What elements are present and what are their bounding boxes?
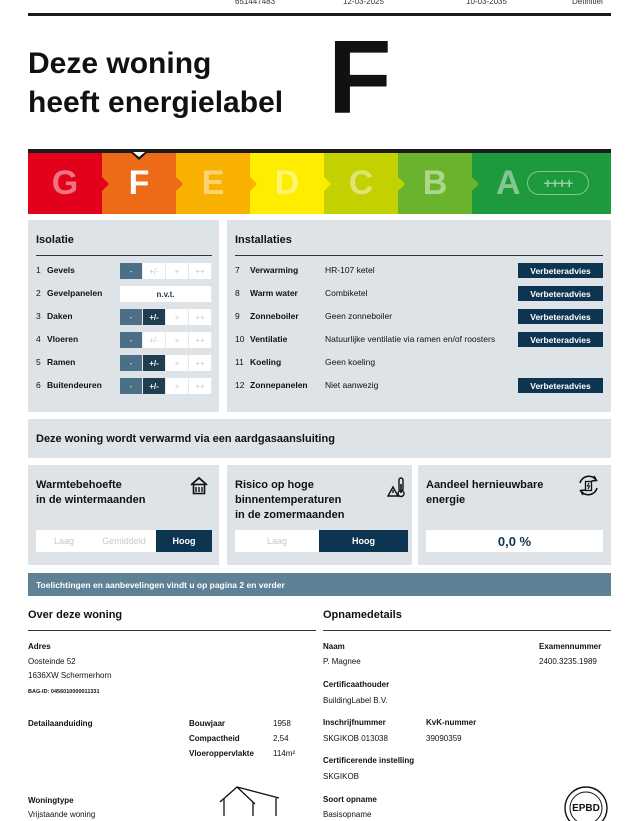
installaties-row-4 bbox=[235, 334, 495, 344]
bouwjaar-label: Bouwjaar bbox=[189, 719, 226, 728]
adres-line1: Oosteinde 52 bbox=[28, 657, 76, 666]
isolatie-row-label: Ramen bbox=[47, 357, 76, 367]
isolatie-row-4 bbox=[36, 334, 78, 344]
vloeroppervlakte-label: Vloeroppervlakte bbox=[189, 749, 254, 758]
opname-title: Opnamedetails bbox=[323, 609, 402, 621]
vloeroppervlakte-value: 114m² bbox=[273, 749, 296, 758]
adres-line2: 1636XW Schermerhorn bbox=[28, 671, 112, 680]
naam-value: P. Magnee bbox=[323, 657, 361, 666]
warmte-option-laag: Laag bbox=[36, 530, 92, 552]
gauge-cell: - bbox=[120, 355, 143, 371]
risico-option-hoog: Hoog bbox=[319, 530, 408, 552]
soort-opname-value: Basisopname bbox=[323, 810, 372, 819]
scale-letter-e: E bbox=[201, 164, 225, 202]
kvk-value: 39090359 bbox=[426, 734, 462, 743]
house-heating-icon bbox=[189, 476, 209, 501]
compactheid-value: 2,54 bbox=[273, 734, 289, 743]
isolatie-row-label: Gevels bbox=[47, 265, 75, 275]
risico-title bbox=[235, 478, 344, 523]
isolatie-divider bbox=[36, 255, 212, 256]
installaties-row-number: 10 bbox=[235, 334, 245, 344]
warmtebehoefte-line2: in de wintermaanden bbox=[36, 494, 146, 506]
installaties-row-number: 8 bbox=[235, 288, 240, 298]
verbeteradvies-button[interactable]: Verbeteradvies bbox=[518, 286, 603, 301]
isolatie-row-label: Daken bbox=[47, 311, 73, 321]
detached-house-icon bbox=[219, 786, 281, 821]
verbeteradvies-button[interactable]: Verbeteradvies bbox=[518, 263, 603, 278]
isolatie-gauge-2 bbox=[120, 286, 212, 302]
certificerende-instelling-label: Certificerende instelling bbox=[323, 756, 415, 765]
isolatie-row-number: 2 bbox=[36, 288, 41, 298]
installaties-row-2 bbox=[235, 288, 368, 298]
detailaanduiding-label: Detailaanduiding bbox=[28, 719, 93, 728]
verbeteradvies-button[interactable]: Verbeteradvies bbox=[518, 309, 603, 324]
gauge-cell: + bbox=[166, 309, 189, 325]
gauge-cell: +/- bbox=[143, 378, 166, 394]
scale-segment-f bbox=[102, 153, 176, 214]
gauge-cell: +/- bbox=[143, 355, 166, 371]
toelichting-bar: Toelichtingen en aanbevelingen vindt u op pagina 2 en verder bbox=[28, 573, 611, 596]
aandeel-value: 0,0 % bbox=[426, 530, 603, 552]
isolatie-gauge-4 bbox=[120, 332, 212, 348]
scale-segment-d bbox=[250, 153, 324, 214]
woningtype-label: Woningtype bbox=[28, 796, 74, 805]
scale-letter-d: D bbox=[274, 164, 300, 202]
gauge-cell: + bbox=[166, 378, 189, 394]
installaties-row-value: Geen zonneboiler bbox=[325, 311, 393, 321]
kvk-label: KvK-nummer bbox=[426, 718, 477, 727]
bouwjaar-value: 1958 bbox=[273, 719, 291, 728]
scale-segment-g bbox=[28, 153, 102, 214]
isolatie-gauge-6 bbox=[120, 378, 212, 394]
gauge-cell: + bbox=[166, 332, 189, 348]
isolatie-gauge-1 bbox=[120, 263, 212, 279]
verbeteradvies-button[interactable]: Verbeteradvies bbox=[518, 332, 603, 347]
registration-date: 12-03-2025 bbox=[343, 0, 384, 6]
installaties-row-1 bbox=[235, 265, 375, 275]
risico-line2: binnentemperaturen bbox=[235, 494, 342, 506]
woningtype-value: Vrijstaande woning bbox=[28, 810, 96, 819]
warmtebehoefte-scale bbox=[36, 530, 212, 552]
installaties-row-label: Koeling bbox=[250, 357, 282, 367]
installaties-row-5 bbox=[235, 357, 375, 367]
inschrijfnummer-value: SKGIKOB 013038 bbox=[323, 734, 388, 743]
opname-divider bbox=[323, 630, 611, 631]
over-title: Over deze woning bbox=[28, 609, 123, 621]
gauge-cell: - bbox=[120, 378, 143, 394]
certificaathouder-label: Certificaathouder bbox=[323, 680, 390, 689]
energy-label-letter: F bbox=[328, 20, 392, 136]
isolatie-row-1 bbox=[36, 265, 75, 275]
isolatie-gauge-3 bbox=[120, 309, 212, 325]
soort-opname-label: Soort opname bbox=[323, 795, 377, 804]
gauge-na: n.v.t. bbox=[120, 286, 212, 302]
gauge-cell: ++ bbox=[189, 355, 212, 371]
installaties-row-label: Zonneboiler bbox=[250, 311, 299, 321]
installaties-row-number: 12 bbox=[235, 380, 245, 390]
scale-a-plus-badge: ++++ bbox=[527, 171, 589, 195]
renewable-energy-icon bbox=[576, 473, 601, 503]
over-divider bbox=[28, 630, 316, 631]
thermometer-warning-icon bbox=[387, 476, 407, 503]
isolatie-row-label: Buitendeuren bbox=[47, 380, 102, 390]
installaties-row-value: Natuurlijke ventilatie via ramen en/of roosters bbox=[325, 334, 496, 344]
isolatie-row-number: 4 bbox=[36, 334, 41, 344]
scale-letter-a: A bbox=[496, 164, 521, 202]
aandeel-title bbox=[426, 478, 543, 508]
gauge-cell: - bbox=[120, 309, 143, 325]
isolatie-row-6 bbox=[36, 380, 102, 390]
scale-letter-c: C bbox=[348, 164, 374, 202]
risico-scale bbox=[235, 530, 408, 552]
installaties-row-label: Verwarming bbox=[250, 265, 299, 275]
isolatie-row-number: 1 bbox=[36, 265, 41, 275]
headline bbox=[28, 44, 283, 122]
isolatie-row-number: 6 bbox=[36, 380, 41, 390]
gauge-cell: +/- bbox=[143, 263, 166, 279]
headline-line2: heeft energielabel bbox=[28, 86, 284, 119]
warmtebehoefte-line1: Warmtebehoefte bbox=[36, 479, 122, 491]
installaties-row-label: Zonnepanelen bbox=[250, 380, 308, 390]
inschrijfnummer-label: Inschrijfnummer bbox=[323, 718, 386, 727]
installaties-divider bbox=[235, 255, 603, 256]
installaties-row-value: Niet aanwezig bbox=[325, 380, 379, 390]
compactheid-label: Compactheid bbox=[189, 734, 240, 743]
installaties-row-number: 9 bbox=[235, 311, 240, 321]
scale-letter-f: F bbox=[128, 164, 150, 202]
scale-segment-a bbox=[472, 153, 611, 214]
installaties-row-value: Geen koeling bbox=[325, 357, 376, 367]
gauge-cell: + bbox=[166, 355, 189, 371]
isolatie-gauge-5 bbox=[120, 355, 212, 371]
isolatie-title: Isolatie bbox=[36, 234, 74, 246]
naam-label: Naam bbox=[323, 642, 345, 651]
gauge-cell: ++ bbox=[189, 309, 212, 325]
energy-label-scale bbox=[28, 153, 611, 214]
installaties-row-6 bbox=[235, 380, 378, 390]
isolatie-row-label: Gevelpanelen bbox=[47, 288, 103, 298]
gas-notice-text: Deze woning wordt verwarmd via een aardgasaansluiting bbox=[36, 433, 335, 445]
installaties-row-number: 7 bbox=[235, 265, 240, 275]
scale-segment-c bbox=[324, 153, 398, 214]
isolatie-row-3 bbox=[36, 311, 73, 321]
adres-label: Adres bbox=[28, 642, 51, 651]
certificerende-instelling-value: SKGIKOB bbox=[323, 772, 360, 781]
isolatie-row-5 bbox=[36, 357, 75, 367]
gauge-cell: ++ bbox=[189, 263, 212, 279]
installaties-row-value: Combiketel bbox=[325, 288, 368, 298]
risico-option-laag: Laag bbox=[235, 530, 319, 552]
gauge-cell: +/- bbox=[143, 309, 166, 325]
isolatie-row-2 bbox=[36, 288, 102, 298]
installaties-row-label: Warm water bbox=[250, 288, 298, 298]
aandeel-line1: Aandeel hernieuwbare bbox=[426, 479, 544, 491]
scale-segment-e bbox=[176, 153, 250, 214]
scale-segment-b bbox=[398, 153, 472, 214]
epbd-logo-text: EPBD bbox=[572, 803, 600, 814]
epbd-logo bbox=[562, 784, 610, 819]
installaties-row-value: HR-107 ketel bbox=[325, 265, 375, 275]
registration-number: 651447483 bbox=[235, 0, 276, 6]
top-divider bbox=[28, 13, 611, 16]
risico-line3: in de zomermaanden bbox=[235, 509, 345, 521]
examennummer-label: Examennummer bbox=[539, 642, 602, 651]
bag-id: BAG-ID: 0456010000011331 bbox=[28, 689, 100, 695]
gauge-cell: +/- bbox=[143, 332, 166, 348]
verbeteradvies-button[interactable]: Verbeteradvies bbox=[518, 378, 603, 393]
valid-until-date: 10-03-2035 bbox=[466, 0, 507, 6]
certificaathouder-value: BuildingLabel B.V. bbox=[323, 696, 388, 705]
aandeel-line2: energie bbox=[426, 494, 466, 506]
installaties-title: Installaties bbox=[235, 234, 292, 246]
scale-letter-g: G bbox=[51, 164, 79, 202]
gauge-cell: ++ bbox=[189, 378, 212, 394]
isolatie-row-label: Vloeren bbox=[47, 334, 79, 344]
isolatie-row-number: 5 bbox=[36, 357, 41, 367]
warmte-option-hoog: Hoog bbox=[156, 530, 212, 552]
warmtebehoefte-title bbox=[36, 478, 145, 508]
status-value: Definitief bbox=[572, 0, 604, 6]
installaties-row-number: 11 bbox=[235, 357, 244, 367]
gauge-cell: - bbox=[120, 332, 143, 348]
gauge-cell: + bbox=[166, 263, 189, 279]
isolatie-row-number: 3 bbox=[36, 311, 41, 321]
risico-line1: Risico op hoge bbox=[235, 479, 314, 491]
gauge-cell: - bbox=[120, 263, 143, 279]
gauge-cell: ++ bbox=[189, 332, 212, 348]
warmte-option-gemiddeld: Gemiddeld bbox=[92, 530, 156, 552]
installaties-row-3 bbox=[235, 311, 392, 321]
scale-letter-b: B bbox=[422, 164, 448, 202]
examennummer-value: 2400.3235.1989 bbox=[539, 657, 597, 666]
headline-line1: Deze woning bbox=[28, 47, 212, 80]
current-label-pointer-inner bbox=[133, 152, 145, 157]
installaties-row-label: Ventilatie bbox=[250, 334, 288, 344]
